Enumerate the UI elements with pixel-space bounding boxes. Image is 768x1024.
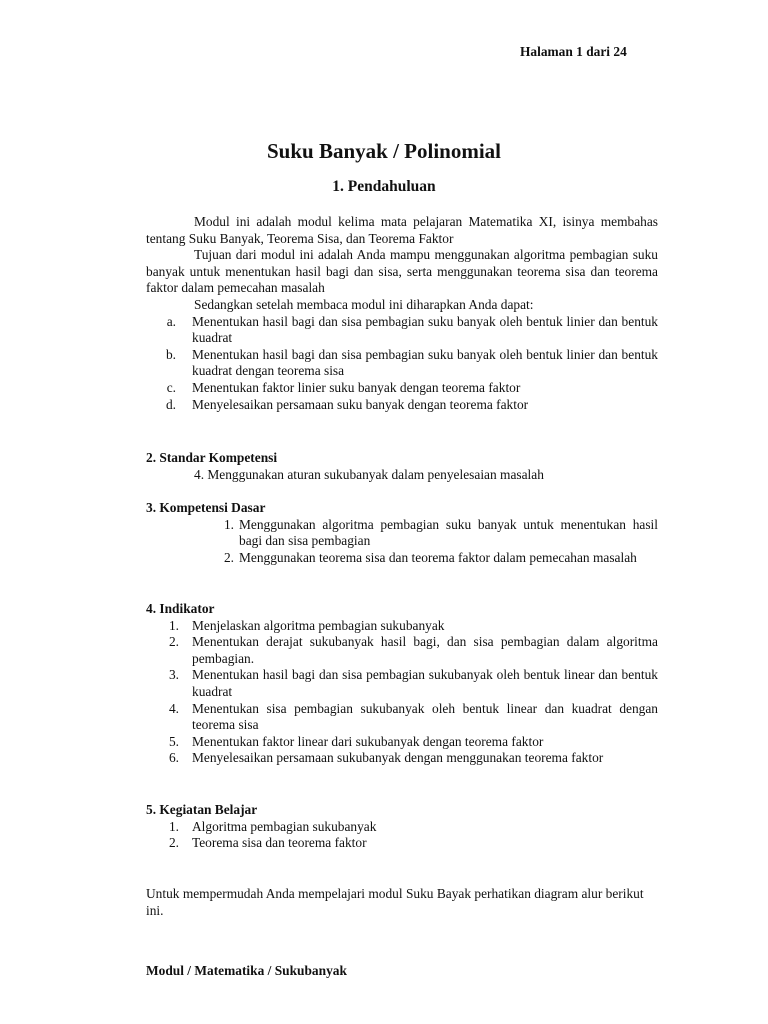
list-item xyxy=(146,835,658,852)
section-4-heading: 4. Indikator xyxy=(146,601,215,616)
list-item xyxy=(146,634,658,667)
list-marker: 5. xyxy=(168,733,179,749)
list-marker: 1. xyxy=(168,818,179,834)
competency-list xyxy=(146,517,658,567)
document-title: Suku Banyak / Polinomial xyxy=(266,139,501,163)
list-item xyxy=(146,347,658,380)
list-item xyxy=(146,734,658,751)
section-3-heading: 3. Kompetensi Dasar xyxy=(146,500,266,515)
list-marker: 3. xyxy=(168,667,179,683)
list-item xyxy=(146,618,658,635)
list-item-text: Menyelesaikan persamaan suku banyak dengan teorema faktor xyxy=(192,396,529,412)
list-marker: b. xyxy=(165,346,176,362)
list-item-text: Menyelesaikan persamaan sukubanyak dengan menggunakan teorema faktor xyxy=(192,750,604,766)
list-item xyxy=(146,397,658,414)
list-item-text: Menentukan hasil bagi dan sisa pembagian sukubanyak oleh bentuk linear dan bentuk kuadrat xyxy=(192,667,658,699)
list-item-text: Menggunakan teorema sisa dan teorema faktor dalam pemecahan masalah xyxy=(239,549,637,565)
list-marker: c. xyxy=(166,379,176,395)
page-footer: Modul / Matematika / Sukubanyak xyxy=(146,963,347,978)
section-5 xyxy=(146,802,658,852)
list-item-text: Menentukan hasil bagi dan sisa pembagian suku banyak oleh bentuk linier dan bentuk kuadrat xyxy=(192,313,658,346)
list-item-text: Menentukan faktor linear dari sukubanyak dengan teorema faktor xyxy=(192,733,544,749)
activity-list xyxy=(146,819,658,852)
list-marker: 1. xyxy=(223,516,234,532)
list-item xyxy=(146,819,658,836)
list-item xyxy=(146,750,658,767)
closing-section xyxy=(146,886,658,919)
list-marker: 4. xyxy=(168,700,179,716)
closing-paragraph: Untuk mempermudah Anda mempelajari modul Suku Bayak perhatikan diagram alur berikut ini. xyxy=(146,886,644,918)
list-item-text: Menentukan derajat sukubanyak hasil bagi, dan sisa pembagian dalam algoritma pembagian. xyxy=(192,634,658,666)
section-2-heading: 2. Standar Kompetensi xyxy=(146,450,278,465)
list-marker: 2. xyxy=(168,634,179,650)
page-number-header: Halaman 1 dari 24 xyxy=(520,44,627,59)
list-item-text: Menentukan hasil bagi dan sisa pembagian suku banyak oleh bentuk linier dan bentuk kuadrat dengan teorema sisa xyxy=(192,346,658,379)
list-item xyxy=(146,314,658,347)
list-marker: a. xyxy=(166,313,176,329)
list-marker: 2. xyxy=(168,835,179,851)
list-item xyxy=(146,550,658,567)
list-item xyxy=(146,701,658,734)
section-4 xyxy=(146,601,658,767)
list-item xyxy=(146,667,658,700)
list-marker: 2. xyxy=(223,549,234,565)
list-item-text: Teorema sisa dan teorema faktor xyxy=(192,835,367,851)
section-1-body xyxy=(146,214,658,413)
section-2-item: 4. Menggunakan aturan sukubanyak dalam penyelesaian masalah xyxy=(194,466,544,482)
list-item xyxy=(146,380,658,397)
list-marker: 1. xyxy=(168,617,179,633)
list-marker: d. xyxy=(165,396,176,412)
list-item-text: Menjelaskan algoritma pembagian sukubanyak xyxy=(192,617,445,633)
section-2 xyxy=(146,450,658,483)
section-1-heading: 1. Pendahuluan xyxy=(332,178,436,195)
section-3 xyxy=(146,500,658,566)
list-item-text: Menggunakan algoritma pembagian suku banyak untuk menentukan hasil bagi dan sisa pembagian xyxy=(239,516,658,549)
list-marker: 6. xyxy=(168,750,179,766)
expectation-paragraph: Sedangkan setelah membaca modul ini diharapkan Anda dapat: xyxy=(194,296,534,312)
list-item-text: Menentukan sisa pembagian sukubanyak oleh bentuk linear dan kuadrat dengan teorema sisa xyxy=(192,700,658,733)
objectives-list xyxy=(146,314,658,414)
section-5-heading: 5. Kegiatan Belajar xyxy=(146,802,258,817)
list-item-text: Menentukan faktor linier suku banyak dengan teorema faktor xyxy=(192,379,521,395)
list-item-text: Algoritma pembagian sukubanyak xyxy=(192,818,377,834)
intro-paragraph: Modul ini adalah modul kelima mata pelajaran Matematika XI, isinya membahas tentang Suku Banyak, Teorema Sisa, dan Teorema Faktor xyxy=(146,214,658,246)
indicator-list xyxy=(146,618,658,767)
objective-paragraph: Tujuan dari modul ini adalah Anda mampu menggunakan algoritma pembagian suku banyak untuk menentukan hasil bagi dan sisa, serta menggunakan teorema sisa dan teorema faktor dalam pemecahan masalah xyxy=(146,247,658,296)
list-item xyxy=(146,517,658,550)
